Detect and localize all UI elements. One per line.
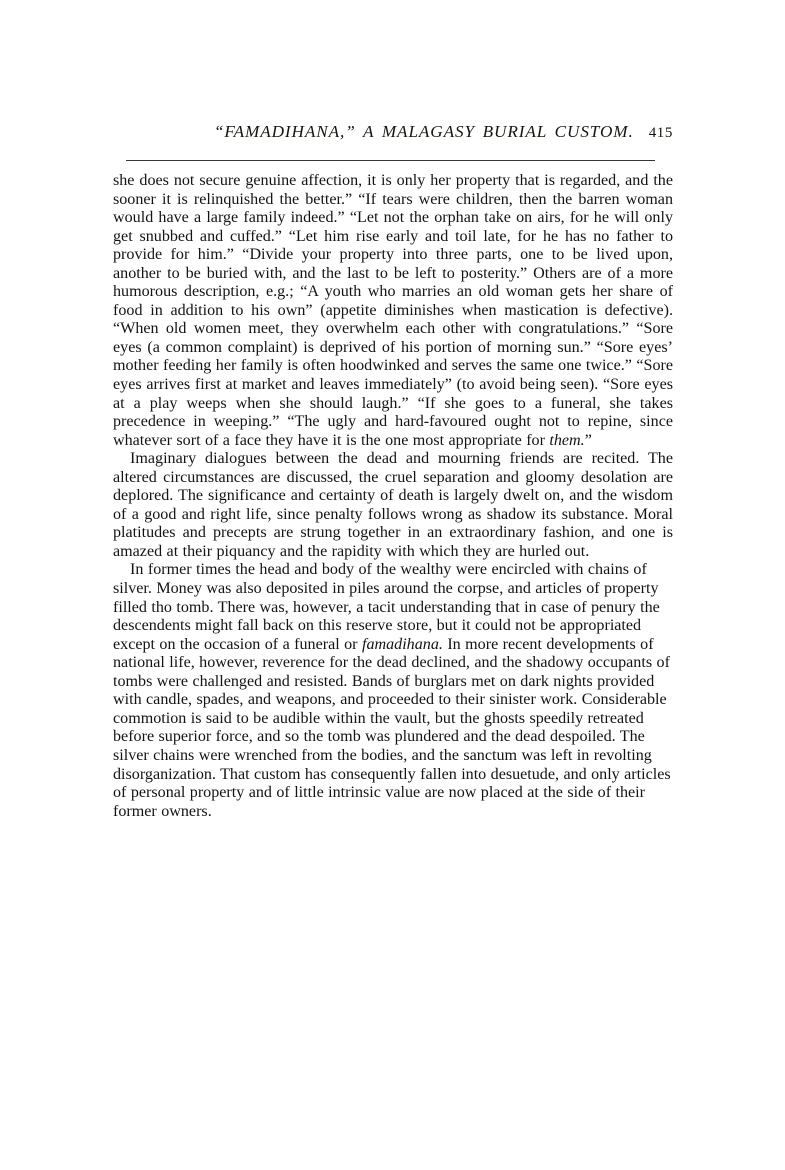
header-rule [126, 160, 655, 161]
paragraph-3 [113, 561, 673, 821]
page-number: 415 [648, 125, 673, 141]
paragraph-1-closing-quote: ” [584, 431, 592, 449]
paragraph-2-text: Imaginary dialogues between the dead and mourning friends are recited. The altered circumstances are discussed, the cruel separation and gloomy desolation are deplored. The significance and certainty of death is largely dwelt on, and the wisdom of a good and right life, since penalty follows wrong as shadow its substance. Moral platitudes and precepts are strung together in an extraordinary fashion, and one is amazed at their piquancy and the rapidity with which they are hurled out. [113, 450, 673, 560]
paragraph-1-italic-word: them. [549, 431, 585, 449]
running-head-title: “FAMADIHANA,” A MALAGASY BURIAL CUSTOM. [213, 122, 634, 141]
paragraph-2 [113, 450, 673, 561]
paragraph-3-text: In former times the head and body of the wealthy were encircled with chains of silver. Money was also deposited in piles around the corpse, and articles of property filled tho tomb. There was, however, a tacit understanding that in case of penury the descendents might fall back on this reserve store, but it could not be appropriated except on the occasion of a funeral or [113, 561, 660, 653]
body-text-block [113, 172, 673, 821]
paragraph-3-italic-word: famadihana. [361, 635, 443, 653]
paragraph-1-text: she does not secure genuine affection, it is only her property that is regarded, and the sooner it is relinquished the better.” “If tears were children, then the barren woman would have a large family indeed.” “Let not the orphan take on airs, for he will only get snubbed and cuffed.” “Let him rise early and toil late, for he has no father to provide for him.” “Divide your property into three parts, one to be lived upon, another to be buried with, and the last to be left to posterity.” Others are of a more humorous description, e.g.; “A youth who marries an old woman gets her share of food in addition to his own” (appetite diminishes when mastication is defective). “When old women meet, they overwhelm each other with congratulations.” “Sore eyes (a common complaint) is deprived of his portion of morning sun.” “Sore eyes’ mother feeding her family is often hoodwinked and serves the same one twice.” “Sore eyes arrives first at market and leaves immediately” (to avoid being seen). “Sore eyes at a play weeps when she should laugh.” “If she goes to a funeral, she takes precedence in weeping.” “The ugly and hard-favoured ought not to repine, since whatever sort of a face they have it is the one most appropriate for [113, 172, 673, 449]
paragraph-3-continued-text: In more recent developments of national life, however, reverence for the dead declined, and the shadowy occupants of tombs were challenged and resisted. Bands of burglars met on dark nights provided with candle, spades, and weapons, and proceeded to their sinister work. Considerable commotion is said to be audible within the vault, but the ghosts speedily retreated before superior force, and so the tomb was plundered and the dead despoiled. The silver chains were wrenched from the bodies, and the sanctum was left in revolting disorganization. That custom has consequently fallen into desuetude, and only articles of personal property and of little intrinsic value are now placed at the side of their former owners. [113, 635, 671, 820]
running-head [113, 122, 673, 148]
paragraph-1 [113, 172, 673, 450]
